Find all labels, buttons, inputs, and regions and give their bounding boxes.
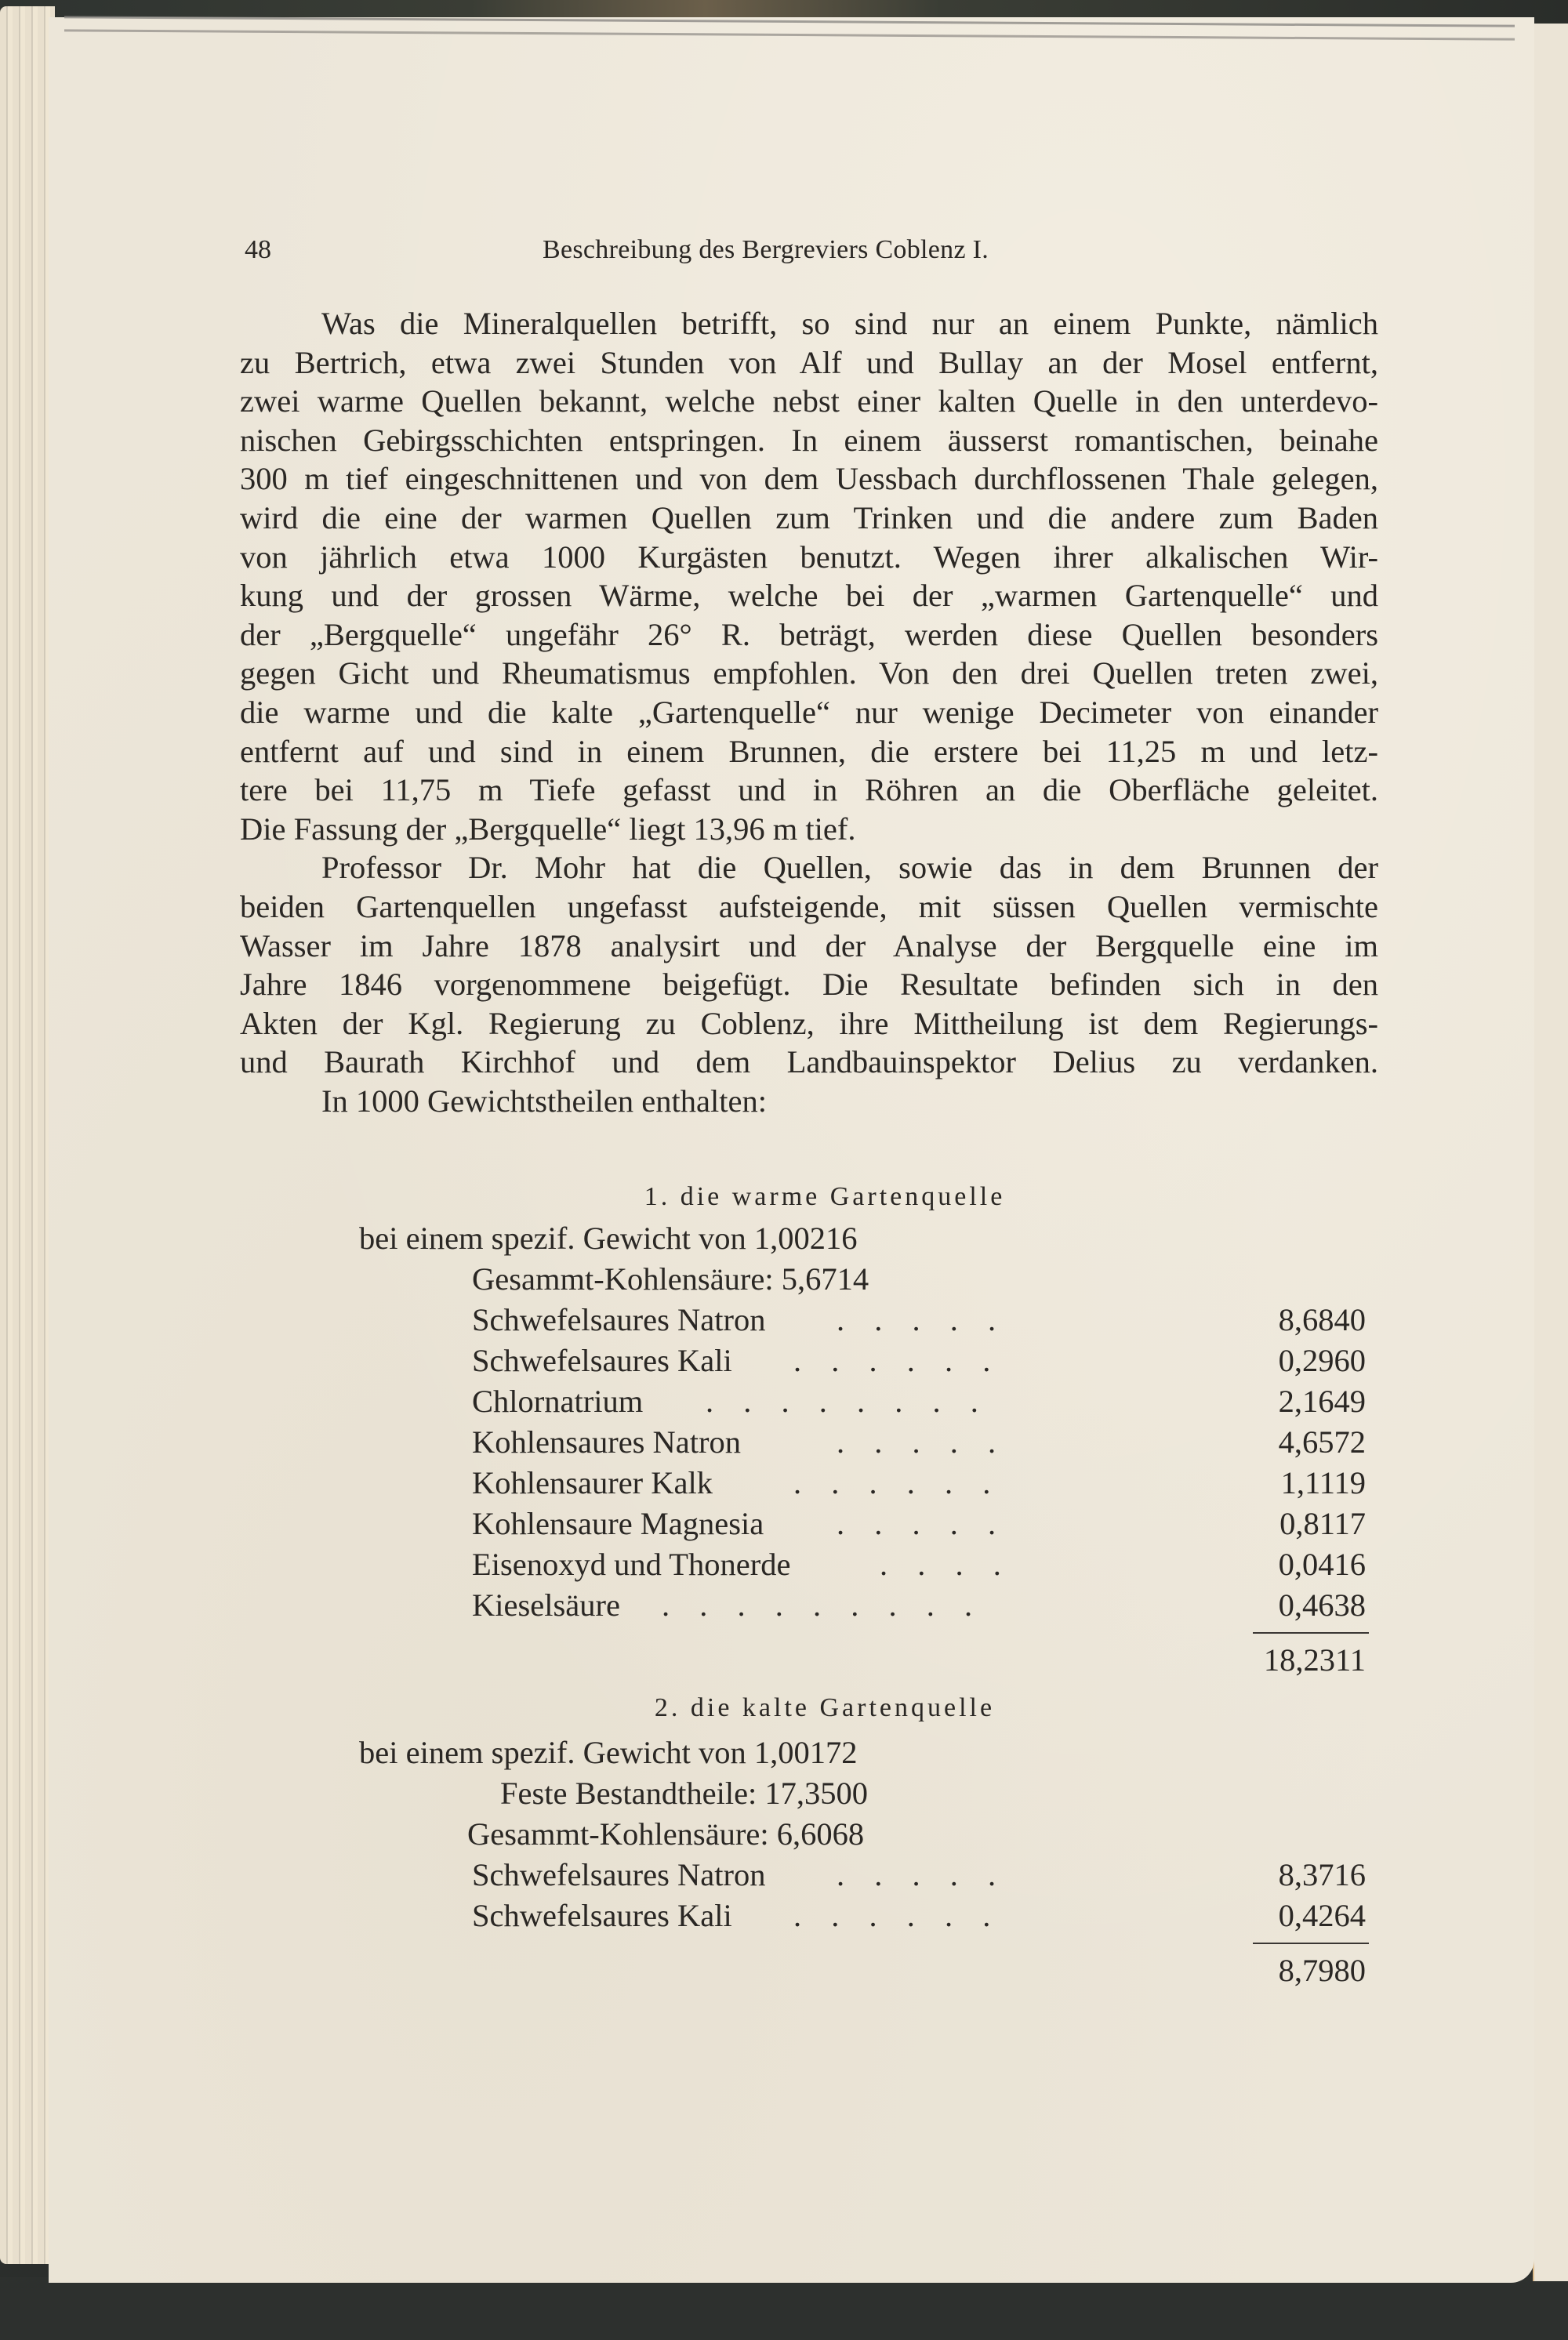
leader-dots: . . . . . .: [793, 1465, 1002, 1500]
leader-dots: . . . . .: [837, 1424, 1007, 1460]
body-text: [240, 304, 1378, 1120]
table-row: [472, 1587, 1366, 1626]
leader-dots: . . . . .: [837, 1857, 1007, 1892]
row-name: Chlornatrium: [472, 1384, 644, 1419]
leader-dots: . . . . .: [837, 1506, 1007, 1541]
total-value: 18,2311: [1263, 1642, 1366, 1678]
intro-line: In 1000 Gewichtstheilen enthalten:: [321, 1083, 767, 1119]
leader-dots: . . . .: [880, 1547, 1012, 1582]
text-line: und Baurath Kirchhof und dem Landbauinspektor Delius zu verdanken.: [240, 1044, 1378, 1080]
row-value: 0,4264: [1278, 1898, 1366, 1933]
row-name: Kohlensaure Magnesia: [472, 1506, 764, 1541]
text-line: entfernt auf und sind in einem Brunnen, die erstere bei 11,25 m und letz-: [240, 733, 1378, 769]
table-row: [472, 1546, 1366, 1585]
text-line: Professor Dr. Mohr hat die Quellen, sowie das in dem Brunnen der: [321, 850, 1378, 886]
text-line: nischen Gebirgsschichten entspringen. In einem äusserst romantischen, beinahe: [240, 422, 1378, 458]
text-line: wird die eine der warmen Quellen zum Trinken und die andere zum Baden: [240, 499, 1378, 535]
facing-page-edge: [1533, 24, 1568, 2281]
row-value: 0,8117: [1279, 1506, 1366, 1541]
leader-dots: . . . . . . . . .: [662, 1587, 984, 1623]
page-stack-edge: [0, 6, 55, 2264]
specific-gravity: bei einem spezif. Gewicht von 1,00216: [359, 1221, 858, 1256]
text-line: Was die Mineralquellen betrifft, so sind nur an einem Punkte, nämlich: [321, 306, 1378, 341]
table-row: [472, 1424, 1366, 1463]
sum-rule: [1253, 1632, 1369, 1634]
leader-dots: . . . . . . . .: [706, 1384, 989, 1419]
table-row: [472, 1856, 1366, 1896]
text-line: Wasser im Jahre 1878 analysirt und der Analyse der Bergquelle eine im: [240, 927, 1378, 963]
table-row: [472, 1464, 1366, 1504]
leader-dots: . . . . . .: [793, 1343, 1002, 1378]
text-line: zwei warme Quellen bekannt, welche nebst einer kalten Quelle in den unterdevo-: [240, 383, 1378, 419]
row-name: Schwefelsaures Natron: [472, 1857, 766, 1892]
table-row: [472, 1342, 1366, 1381]
text-line: beiden Gartenquellen ungefasst aufsteigende, mit süssen Quellen vermischte: [240, 888, 1378, 924]
row-value: 4,6572: [1278, 1424, 1366, 1460]
carbonic-acid: Gesammt-Kohlensäure: 6,6068: [467, 1816, 865, 1852]
table-row: [472, 1897, 1366, 1936]
text-line: Akten der Kgl. Regierung zu Coblenz, ihre Mittheilung ist dem Regierungs-: [240, 1005, 1378, 1041]
text-line: tere bei 11,75 m Tiefe gefasst und in Röhren an die Oberfläche geleitet.: [240, 772, 1378, 808]
leader-dots: . . . . .: [837, 1302, 1007, 1337]
row-value: 0,2960: [1278, 1343, 1366, 1378]
row-name: Kohlensaures Natron: [472, 1424, 742, 1460]
row-value: 8,3716: [1278, 1857, 1366, 1892]
analysis-warm-gartenquelle: [240, 1176, 1378, 1678]
row-value: 0,0416: [1278, 1547, 1366, 1582]
row-value: 1,1119: [1280, 1465, 1366, 1500]
text-line: gegen Gicht und Rheumatismus empfohlen. Von den drei Quellen treten zwei,: [240, 655, 1378, 691]
running-title: Beschreibung des Bergreviers Coblenz I.: [543, 235, 989, 264]
leader-dots: . . . . . .: [793, 1898, 1002, 1933]
text-line: zu Bertrich, etwa zwei Stunden von Alf und Bullay an der Mosel entfernt,: [240, 344, 1378, 380]
row-name: Kohlensaurer Kalk: [472, 1465, 713, 1500]
specific-gravity: bei einem spezif. Gewicht von 1,00172: [359, 1735, 858, 1770]
text-line: von jährlich etwa 1000 Kurgästen benutzt. Wegen ihrer alkalischen Wir-: [240, 539, 1378, 575]
analysis-kalte-gartenquelle: [240, 1693, 1378, 1991]
total-value: 8,7980: [1278, 1953, 1366, 1988]
text-line: Die Fassung der „Bergquelle“ liegt 13,96 m tief.: [240, 811, 856, 847]
table-row: [472, 1383, 1366, 1422]
row-name: Kieselsäure: [472, 1587, 620, 1623]
row-value: 8,6840: [1278, 1302, 1366, 1337]
running-head: [245, 235, 1342, 274]
solids: Feste Bestandtheile: 17,3500: [500, 1776, 869, 1811]
row-name: Schwefelsaures Kali: [472, 1898, 732, 1933]
carbonic-acid: Gesammt-Kohlensäure: 5,6714: [472, 1261, 869, 1297]
text-line: Jahre 1846 vorgenommene beigefügt. Die Resultate befinden sich in den: [240, 967, 1378, 1003]
row-name: Schwefelsaures Kali: [472, 1343, 732, 1378]
book-cover-bottom: [0, 2277, 1568, 2340]
text-line: der „Bergquelle“ ungefähr 26° R. beträgt, werden diese Quellen besonders: [240, 616, 1378, 652]
table-row: [472, 1505, 1366, 1544]
row-name: Eisenoxyd und Thonerde: [472, 1547, 791, 1582]
page-number: 48: [245, 235, 271, 264]
row-value: 2,1649: [1278, 1384, 1366, 1419]
row-value: 0,4638: [1278, 1587, 1366, 1623]
row-name: Schwefelsaures Natron: [472, 1302, 766, 1337]
section-title: 2. die kalte Gartenquelle: [654, 1693, 996, 1722]
text-line: 300 m tief eingeschnittenen und von dem Uessbach durchflossenen Thale gelegen,: [240, 461, 1378, 497]
sum-rule: [1253, 1943, 1369, 1944]
text-line: die warme und die kalte „Gartenquelle“ nur wenige Decimeter von einander: [240, 694, 1378, 730]
table-row: [472, 1301, 1366, 1341]
text-line: kung und der grossen Wärme, welche bei der „warmen Gartenquelle“ und: [240, 578, 1378, 614]
page-top-edge: [64, 16, 1515, 40]
section-title: 1. die warme Gartenquelle: [644, 1182, 1006, 1211]
